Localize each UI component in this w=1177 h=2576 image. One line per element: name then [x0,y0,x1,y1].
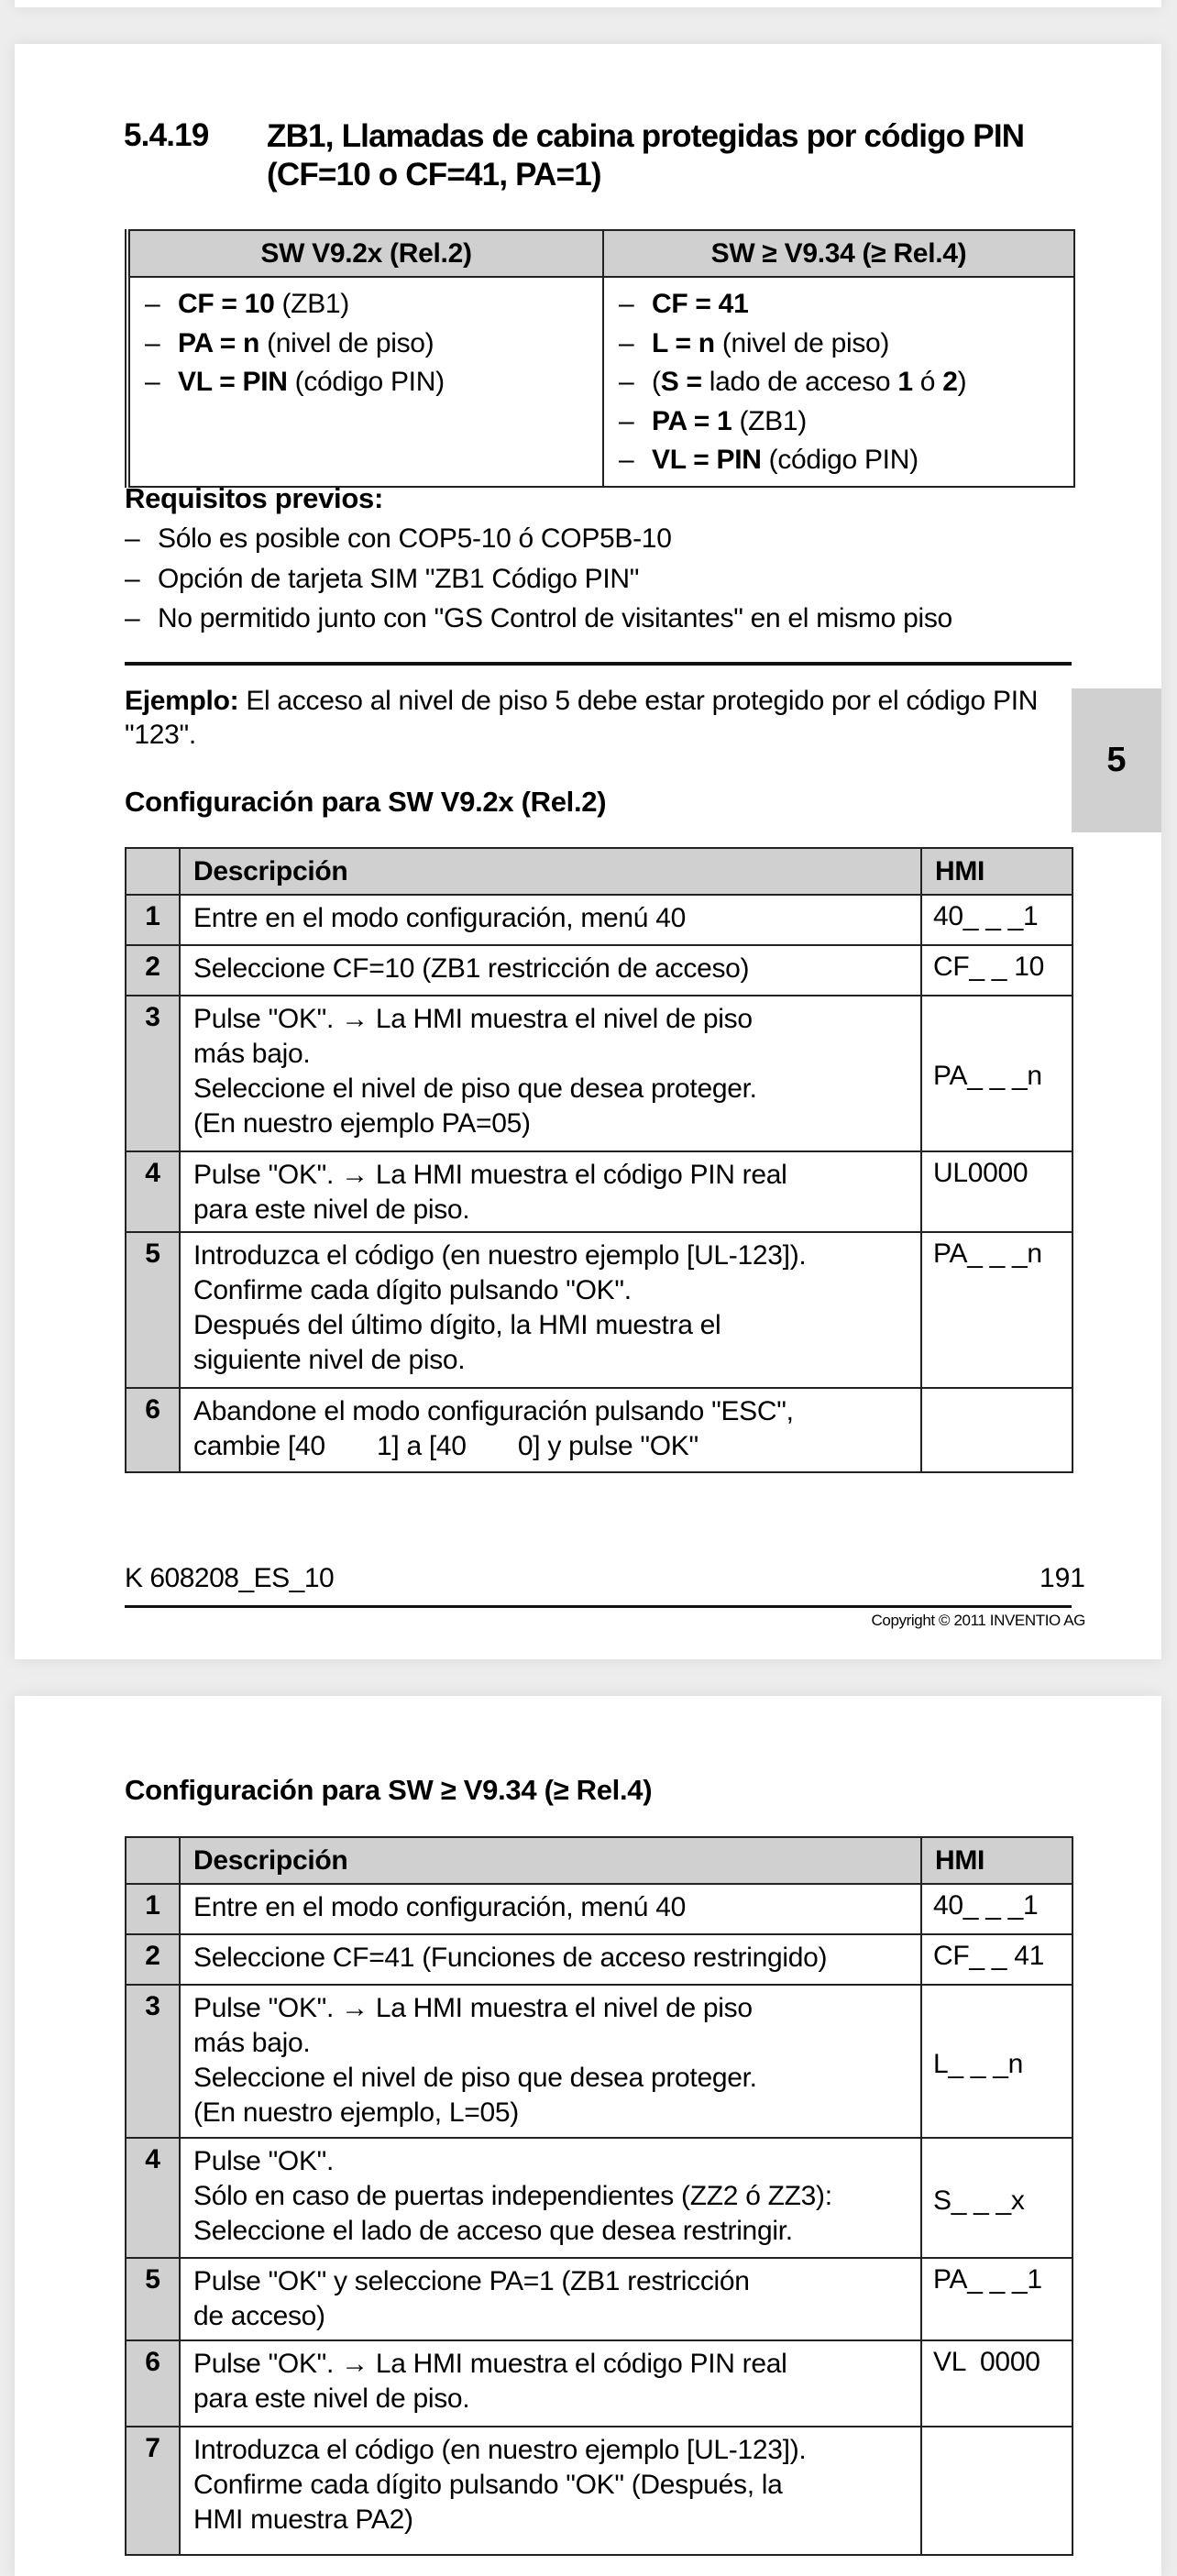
param-item [145,285,602,325]
step-number: 3 [126,1985,180,2138]
step-description: Pulse "OK". → La HMI muestra el código PIN real para este nivel de piso. [180,1151,921,1232]
param-text: lado de acceso [701,367,898,397]
step-description: Seleccione CF=10 (ZB1 restricción de acceso) [180,945,921,996]
step-description: Pulse "OK". → La HMI muestra el nivel de piso más bajo. Seleccione el nivel de piso que desea proteger. (En nuestro ejemplo, L=05) [180,1985,921,2138]
dash-bullet: – [145,367,160,397]
step-description: Entre en el modo configuración, menú 40 [180,895,921,945]
dash-bullet: – [145,289,160,319]
table-row [126,1388,1072,1472]
version-params-v934 [603,277,1074,487]
step-number: 5 [126,2258,180,2340]
footer-copyright: Copyright © 2011 INVENTIO AG [871,1612,1085,1629]
requirement-item [125,599,952,639]
header-description: Descripción [180,848,921,895]
step-description: Introduzca el código (en nuestro ejemplo [UL-123]). Confirme cada dígito pulsando "OK". Después del último dígito, la HMI muestra el siguiente nivel de piso. [180,1232,921,1388]
step-description: Seleccione CF=41 (Funciones de acceso restringido) [180,1934,921,1985]
param-item [619,285,1073,325]
dash-bullet: – [619,445,634,475]
header-description: Descripción [180,1837,921,1884]
footer-page-number: 191 [1039,1563,1085,1593]
table-header-row [126,1837,1072,1884]
table-row [126,1934,1072,1985]
step-hmi-display: VL 0000 [921,2340,1072,2427]
example-text: El acceso al nivel de piso 5 debe estar protegido por el código PIN "123". [125,686,1039,750]
step-number: 3 [126,996,180,1151]
param-item [619,402,1073,442]
table-row [126,1232,1072,1388]
header-hmi: HMI [921,1837,1072,1884]
param-key: 1 [897,367,913,397]
table-row [126,2258,1072,2340]
step-description: Introduzca el código (en nuestro ejemplo [UL-123]). Confirme cada dígito pulsando "OK" (Después, la HMI muestra PA2) [180,2427,921,2555]
header-number [126,1837,180,1884]
dash-bullet: – [125,523,140,554]
step-number: 1 [126,1884,180,1934]
step-number: 7 [126,2427,180,2555]
param-text: (código PIN) [761,445,918,475]
param-item [619,363,1073,402]
param-text: ) [957,367,967,397]
step-hmi-display: PA_ _ _1 [921,2258,1072,2340]
param-key: VL = PIN [652,445,762,475]
table-header-row [126,848,1072,895]
example-paragraph [125,684,1050,752]
param-text: ( [652,367,661,397]
step-hmi-display [921,1388,1072,1472]
section-number: 5.4.19 [124,117,209,153]
dash-bullet: – [145,327,160,358]
table-row [126,996,1072,1151]
param-text: (nivel de piso) [259,327,434,358]
step-number: 5 [126,1232,180,1388]
param-item [619,325,1073,364]
param-text: (nivel de piso) [714,327,890,358]
param-key: L = n [652,327,715,358]
step-number: 4 [126,2138,180,2258]
table-row [126,2427,1072,2555]
param-text: ó [912,367,943,397]
requirements-title: Requisitos previos: [125,482,383,514]
dash-bullet: – [125,603,140,633]
config-v92-title: Configuración para SW V9.2x (Rel.2) [125,786,607,818]
param-text: (ZB1) [732,405,807,436]
config-v934-title: Configuración para SW ≥ V9.34 (≥ Rel.4) [125,1774,653,1806]
param-item [619,441,1073,480]
param-key: VL = PIN [178,367,288,397]
version-table [125,229,1075,488]
section-divider [125,662,1072,666]
config-v92-table [125,847,1073,1473]
requirement-text: No permitido junto con "GS Control de visitantes" en el mismo piso [158,603,952,633]
table-row [126,895,1072,945]
step-hmi-display [921,2427,1072,2555]
step-description: Pulse "OK". Sólo en caso de puertas independientes (ZZ2 ó ZZ3): Seleccione el lado de acceso que desea restringir. [180,2138,921,2258]
dash-bullet: – [125,563,140,594]
step-hmi-display: L_ _ _n [921,1985,1072,2138]
param-key: 2 [942,367,958,397]
requirement-item [125,519,952,559]
requirement-item [125,559,952,600]
step-number: 6 [126,1388,180,1472]
version-header-v92: SW V9.2x (Rel.2) [127,230,603,277]
table-row [126,1985,1072,2138]
step-hmi-display: UL0000 [921,1151,1072,1232]
step-number: 4 [126,1151,180,1232]
requirement-text: Opción de tarjeta SIM "ZB1 Código PIN" [158,563,640,594]
dash-bullet: – [619,367,634,397]
step-hmi-display: 40_ _ _1 [921,895,1072,945]
step-description: Pulse "OK". → La HMI muestra el código PIN real para este nivel de piso. [180,2340,921,2427]
param-text: (ZB1) [274,289,349,319]
footer-rule [125,1605,1072,1608]
requirements-list [125,519,952,639]
config-v934-table [125,1836,1073,2556]
step-hmi-display: CF_ _ 41 [921,1934,1072,1985]
previous-page-edge [15,0,1161,7]
param-key: S = [660,367,702,397]
step-hmi-display: S_ _ _x [921,2138,1072,2258]
table-row [126,1884,1072,1934]
param-key: PA = n [178,327,260,358]
table-row [126,2340,1072,2427]
table-row [126,945,1072,996]
step-number: 6 [126,2340,180,2427]
param-item [145,325,602,364]
step-description: Entre en el modo configuración, menú 40 [180,1884,921,1934]
section-title: ZB1, Llamadas de cabina protegidas por código PIN (CF=10 o CF=41, PA=1) [267,118,1025,193]
step-number: 1 [126,895,180,945]
footer-doc-id: K 608208_ES_10 [125,1563,335,1593]
step-hmi-display: PA_ _ _n [921,996,1072,1151]
step-description: Pulse "OK" y seleccione PA=1 (ZB1 restricción de acceso) [180,2258,921,2340]
step-number: 2 [126,1934,180,1985]
table-row [126,2138,1072,2258]
step-hmi-display: PA_ _ _n [921,1232,1072,1388]
param-key: CF = 41 [652,289,749,319]
requirement-text: Sólo es posible con COP5-10 ó COP5B-10 [158,523,672,554]
param-text: (código PIN) [287,367,445,397]
dash-bullet: – [619,405,634,436]
step-hmi-display: 40_ _ _1 [921,1884,1072,1934]
step-number: 2 [126,945,180,996]
table-row [126,1151,1072,1232]
step-description: Abandone el modo configuración pulsando "ESC", cambie [40 1] a [40 0] y pulse "OK" [180,1388,921,1472]
version-params-v92 [127,277,603,487]
version-header-v934: SW ≥ V9.34 (≥ Rel.4) [603,230,1074,277]
step-hmi-display: CF_ _ 10 [921,945,1072,996]
dash-bullet: – [619,327,634,358]
step-description: Pulse "OK". → La HMI muestra el nivel de piso más bajo. Seleccione el nivel de piso que desea proteger. (En nuestro ejemplo PA=05) [180,996,921,1151]
param-key: PA = 1 [652,405,732,436]
dash-bullet: – [619,289,634,319]
param-item [145,363,602,402]
header-hmi: HMI [921,848,1072,895]
chapter-tab[interactable]: 5 [1072,688,1161,832]
example-label: Ejemplo: [125,686,239,716]
param-key: CF = 10 [178,289,275,319]
header-number [126,848,180,895]
